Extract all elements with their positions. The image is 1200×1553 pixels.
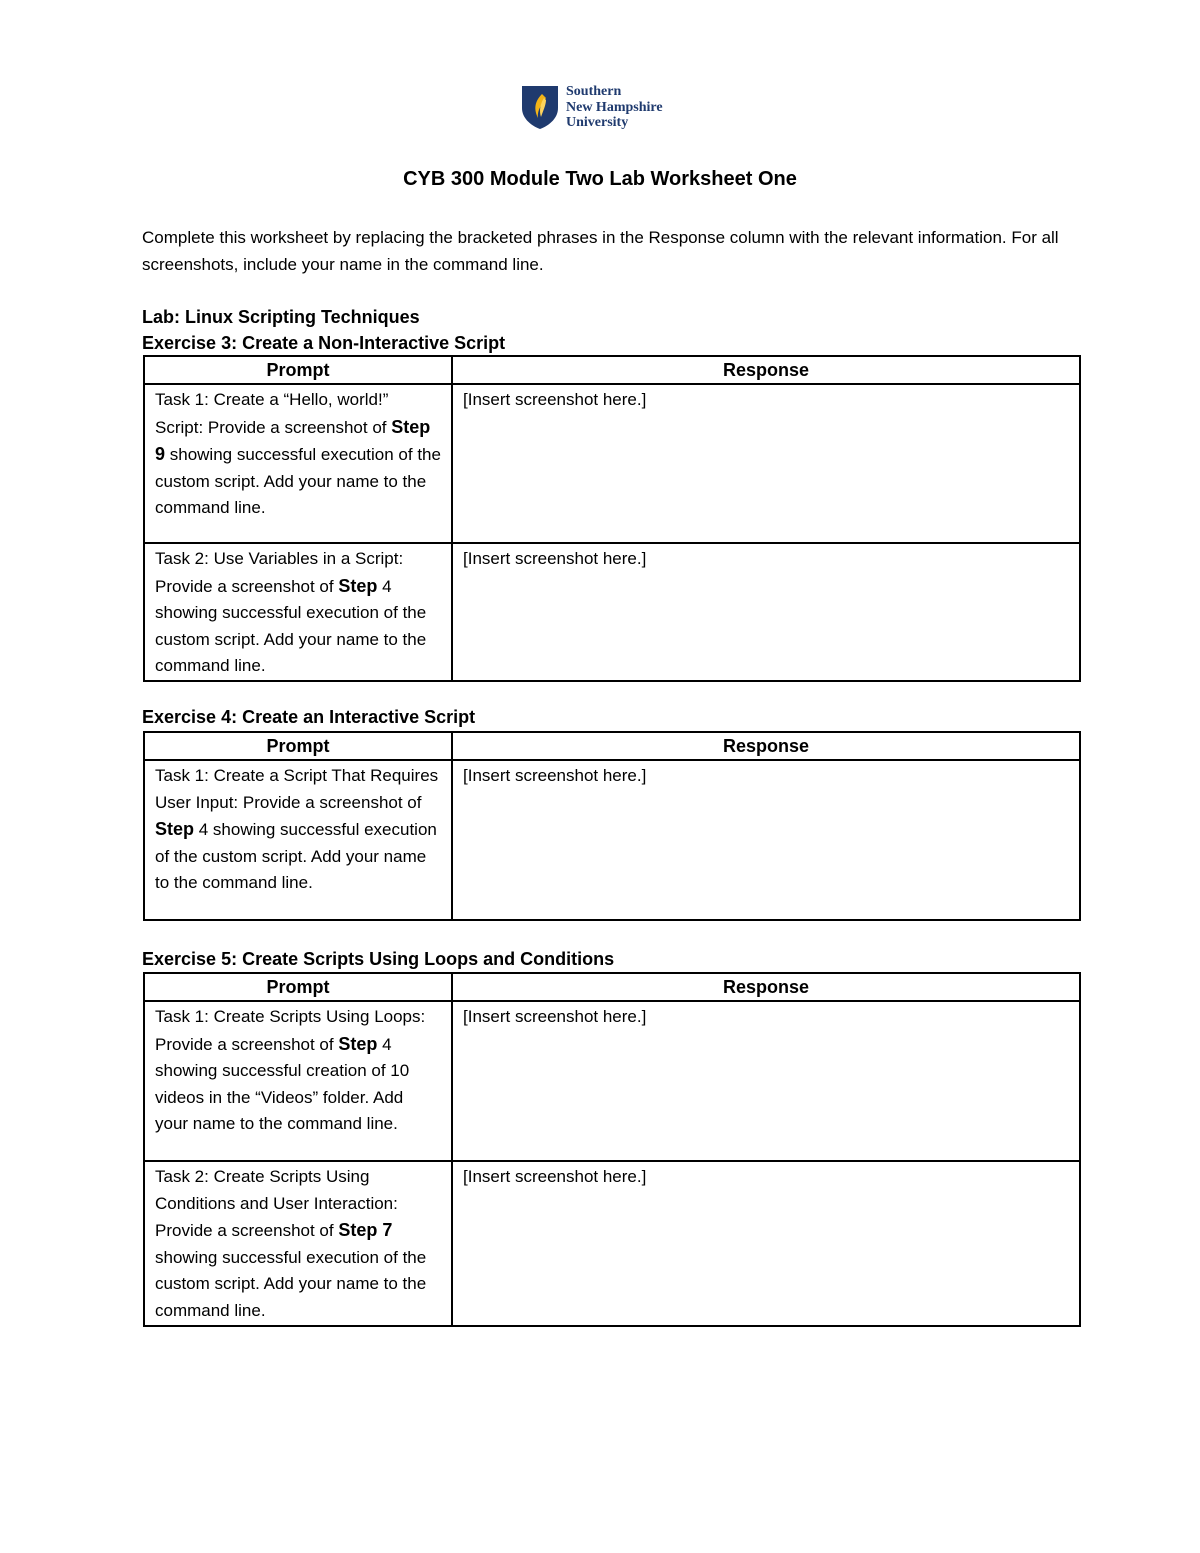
response-cell[interactable]: [Insert screenshot here.] (452, 543, 1080, 681)
step-reference: Step 9 (155, 416, 431, 465)
prompt-cell: Task 1: Create a Script That Requires User Input: Provide a screenshot of Step 4 showing successful execution of the custom script. Add your name to the command line. (144, 760, 452, 920)
table-row (144, 384, 1080, 543)
exercise-3-heading: Exercise 3: Create a Non-Interactive Script (142, 333, 506, 353)
prompt-column-header: Prompt (144, 732, 452, 760)
logo-line-3: University (566, 115, 629, 130)
exercise-4-table (143, 731, 1081, 921)
logo-line-1: Southern (566, 84, 622, 99)
table-header-row (144, 356, 1080, 384)
step-reference: Step (338, 1033, 378, 1054)
prompt-cell: Task 2: Create Scripts Using Conditions and User Interaction: Provide a screenshot of Step 7 showing successful execution of the custom script. Add your name to the command line. (144, 1161, 452, 1326)
logo-wordmark (566, 84, 663, 131)
exercise-4-heading: Exercise 4: Create an Interactive Script (142, 707, 476, 727)
step-reference: Step 7 (338, 1220, 393, 1241)
logo-line-2: New Hampshire (566, 99, 663, 115)
prompt-cell: Task 2: Use Variables in a Script: Provide a screenshot of Step 4 showing successful execution of the custom script. Add your name to the command line. (144, 543, 452, 681)
prompt-cell: Task 1: Create Scripts Using Loops: Provide a screenshot of Step 4 showing successful creation of 10 videos in the “Videos” folder. Add your name to the command line. (144, 1001, 452, 1161)
exercise-5-table (143, 972, 1081, 1327)
prompt-cell: Task 1: Create a “Hello, world!” Script: Provide a screenshot of Step 9 showing successful execution of the custom script. Add your name to the command line. (144, 384, 452, 543)
lab-heading: Lab: Linux Scripting Techniques (142, 307, 420, 327)
response-cell[interactable]: [Insert screenshot here.] (452, 1001, 1080, 1161)
table-header-row (144, 973, 1080, 1001)
university-logo (520, 84, 663, 131)
table-row (144, 1161, 1080, 1326)
response-column-header: Response (452, 356, 1080, 384)
instructions-paragraph: Complete this worksheet by replacing the bracketed phrases in the Response column with the relevant information. For all screenshots, include your name in the command line. (142, 228, 1059, 274)
shield-icon (520, 84, 560, 130)
table-row (144, 760, 1080, 920)
step-reference: Step (338, 575, 378, 596)
response-column-header: Response (452, 973, 1080, 1001)
response-cell[interactable]: [Insert screenshot here.] (452, 760, 1080, 920)
response-cell[interactable]: [Insert screenshot here.] (452, 1161, 1080, 1326)
response-cell[interactable]: [Insert screenshot here.] (452, 384, 1080, 543)
step-reference: Step (155, 819, 195, 840)
response-column-header: Response (452, 732, 1080, 760)
prompt-column-header: Prompt (144, 356, 452, 384)
exercise-3-table (143, 355, 1081, 682)
page-title: CYB 300 Module Two Lab Worksheet One (403, 168, 797, 190)
exercise-5-heading: Exercise 5: Create Scripts Using Loops and Conditions (142, 949, 615, 969)
prompt-column-header: Prompt (144, 973, 452, 1001)
table-header-row (144, 732, 1080, 760)
table-row (144, 1001, 1080, 1161)
table-row (144, 543, 1080, 681)
